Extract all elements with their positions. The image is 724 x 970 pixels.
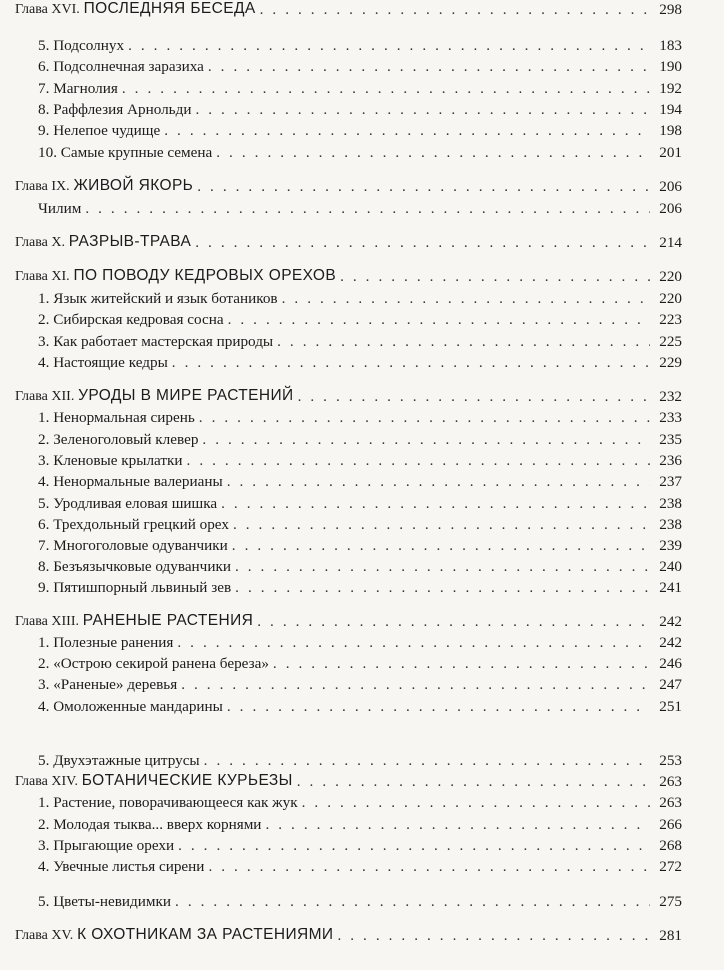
chapter-title: РАНЕНЫЕ РАСТЕНИЯ xyxy=(82,612,254,629)
toc-entry xyxy=(0,633,724,653)
dot-leader xyxy=(337,926,650,946)
chapter-heading xyxy=(15,386,294,407)
toc-chapter xyxy=(0,387,724,407)
dot-leader xyxy=(177,633,650,653)
toc-entry xyxy=(0,494,724,514)
chapter-label: Глава X. xyxy=(15,235,65,250)
dot-leader xyxy=(128,36,650,56)
chapter-heading xyxy=(15,0,256,20)
entry-title: 2. «Острою секирой ранена береза» xyxy=(38,655,269,672)
toc-entry xyxy=(0,430,724,450)
page-number: 238 xyxy=(659,495,682,512)
dot-leader xyxy=(208,857,650,877)
page-number: 233 xyxy=(659,409,682,426)
entry-title: 5. Цветы-невидимки xyxy=(38,893,172,910)
toc-chapter xyxy=(0,926,724,946)
toc-entry xyxy=(0,751,724,771)
page-number: 214 xyxy=(659,234,682,251)
chapter-heading xyxy=(15,925,333,946)
page-number: 281 xyxy=(659,927,682,944)
toc-entry xyxy=(0,793,724,813)
toc-chapter xyxy=(0,177,724,197)
page-number: 268 xyxy=(659,837,682,854)
chapter-label: Глава IX. xyxy=(15,179,70,194)
dot-leader xyxy=(257,612,650,632)
page-number: 229 xyxy=(659,354,682,371)
chapter-title: БОТАНИЧЕСКИЕ КУРЬЕЗЫ xyxy=(81,772,293,789)
page-number: 237 xyxy=(659,473,682,490)
dot-leader xyxy=(297,772,650,792)
page-number: 225 xyxy=(659,333,682,350)
toc-entry xyxy=(0,557,724,577)
toc-entry xyxy=(0,143,724,163)
dot-leader xyxy=(187,451,650,471)
entry-title: Чилим xyxy=(38,200,82,217)
toc-entry xyxy=(0,654,724,674)
dot-leader xyxy=(228,310,650,330)
page-number: 240 xyxy=(659,558,682,575)
entry-title: 4. Увечные листья сирени xyxy=(38,858,205,875)
entry-title: 5. Уродливая еловая шишка xyxy=(38,495,218,512)
dot-leader xyxy=(181,675,650,695)
page-number: 298 xyxy=(659,1,682,18)
chapter-title: К ОХОТНИКАМ ЗА РАСТЕНИЯМИ xyxy=(77,926,334,943)
entry-title: 5. Подсолнух xyxy=(38,37,125,54)
dot-leader xyxy=(202,430,650,450)
dot-leader xyxy=(302,793,650,813)
page-number: 220 xyxy=(659,268,682,285)
toc-entry xyxy=(0,353,724,373)
toc-entry xyxy=(0,332,724,352)
page-number: 220 xyxy=(659,290,682,307)
chapter-label: Глава XI. xyxy=(15,269,70,284)
toc-entry xyxy=(0,408,724,428)
dot-leader xyxy=(85,199,650,219)
chapter-label: Глава XIV. xyxy=(15,774,78,789)
dot-leader xyxy=(216,143,650,163)
toc-entry xyxy=(0,310,724,330)
page-number: 239 xyxy=(659,537,682,554)
entry-title: 10. Самые крупные семена xyxy=(38,144,213,161)
chapter-title: ЖИВОЙ ЯКОРЬ xyxy=(73,177,194,194)
dot-leader xyxy=(195,233,650,253)
page-number: 238 xyxy=(659,516,682,533)
page-number: 242 xyxy=(659,613,682,630)
page-number: 253 xyxy=(659,752,682,769)
dot-leader xyxy=(265,815,650,835)
entry-title: 6. Трехдольный грецкий орех xyxy=(38,516,229,533)
toc-chapter xyxy=(0,233,724,253)
dot-leader xyxy=(221,494,650,514)
entry-title: 2. Молодая тыква... вверх корнями xyxy=(38,816,262,833)
page-number: 235 xyxy=(659,431,682,448)
toc-chapter xyxy=(0,772,724,792)
page-number: 266 xyxy=(659,816,682,833)
dot-leader xyxy=(277,332,650,352)
page-number: 201 xyxy=(659,144,682,161)
chapter-label: Глава XVI. xyxy=(15,2,80,17)
entry-title: 3. Как работает мастерская природы xyxy=(38,333,274,350)
chapter-title: РАЗРЫВ-ТРАВА xyxy=(68,233,192,250)
page-number: 236 xyxy=(659,452,682,469)
entry-title: 9. Пятишпорный львиный зев xyxy=(38,579,232,596)
page-number: 183 xyxy=(659,37,682,54)
toc-entry xyxy=(0,289,724,309)
chapter-heading xyxy=(15,611,253,632)
dot-leader xyxy=(195,100,650,120)
toc-entry xyxy=(0,578,724,598)
entry-title: 1. Ненормальная сирень xyxy=(38,409,195,426)
entry-title: 1. Язык житейский и язык ботаников xyxy=(38,290,278,307)
entry-title: 5. Двухэтажные цитрусы xyxy=(38,752,200,769)
entry-title: 3. Прыгающие орехи xyxy=(38,837,175,854)
toc-entry xyxy=(0,199,724,219)
chapter-title: УРОДЫ В МИРЕ РАСТЕНИЙ xyxy=(78,387,294,404)
toc-entry xyxy=(0,451,724,471)
toc-entry xyxy=(0,536,724,556)
toc-entry xyxy=(0,515,724,535)
page-number: 275 xyxy=(659,893,682,910)
dot-leader xyxy=(298,387,650,407)
dot-leader xyxy=(208,57,650,77)
page-number: 247 xyxy=(659,676,682,693)
toc-entry xyxy=(0,100,724,120)
toc-chapter xyxy=(0,612,724,632)
chapter-label: Глава XII. xyxy=(15,389,75,404)
entry-title: 4. Ненормальные валерианы xyxy=(38,473,223,490)
dot-leader xyxy=(175,892,650,912)
page-number: 246 xyxy=(659,655,682,672)
dot-leader xyxy=(235,557,650,577)
page-number: 242 xyxy=(659,634,682,651)
entry-title: 4. Омоложенные мандарины xyxy=(38,698,223,715)
entry-title: 8. Раффлезия Арнольди xyxy=(38,101,192,118)
page-number: 192 xyxy=(659,80,682,97)
toc-entry xyxy=(0,857,724,877)
page-number: 251 xyxy=(659,698,682,715)
dot-leader xyxy=(178,836,650,856)
entry-title: 3. «Раненые» деревья xyxy=(38,676,178,693)
page-number: 194 xyxy=(659,101,682,118)
chapter-heading xyxy=(15,232,191,253)
chapter-heading xyxy=(15,266,336,287)
entry-title: 7. Многоголовые одуванчики xyxy=(38,537,228,554)
toc-entry xyxy=(0,79,724,99)
toc-entry xyxy=(0,57,724,77)
toc-entry xyxy=(0,36,724,56)
page-number: 263 xyxy=(659,794,682,811)
toc-entry xyxy=(0,815,724,835)
page-number: 206 xyxy=(659,178,682,195)
toc-entry xyxy=(0,472,724,492)
dot-leader xyxy=(282,289,650,309)
dot-leader xyxy=(260,0,650,20)
page-number: 272 xyxy=(659,858,682,875)
chapter-heading xyxy=(15,771,293,792)
toc-entry xyxy=(0,697,724,717)
toc-entry xyxy=(0,892,724,912)
entry-title: 7. Магнолия xyxy=(38,80,118,97)
dot-leader xyxy=(340,267,650,287)
dot-leader xyxy=(164,121,650,141)
entry-title: 2. Зеленоголовый клевер xyxy=(38,431,199,448)
toc-chapter xyxy=(0,267,724,287)
entry-title: 6. Подсолнечная заразиха xyxy=(38,58,204,75)
dot-leader xyxy=(227,697,650,717)
page-number: 198 xyxy=(659,122,682,139)
dot-leader xyxy=(235,578,650,598)
chapter-label: Глава XIII. xyxy=(15,614,79,629)
chapter-title: ПО ПОВОДУ КЕДРОВЫХ ОРЕХОВ xyxy=(73,267,337,284)
entry-title: 9. Нелепое чудище xyxy=(38,122,161,139)
toc-entry xyxy=(0,675,724,695)
toc-entry xyxy=(0,836,724,856)
page-number: 206 xyxy=(659,200,682,217)
dot-leader xyxy=(227,472,650,492)
entry-title: 2. Сибирская кедровая сосна xyxy=(38,311,224,328)
page-number: 263 xyxy=(659,773,682,790)
dot-leader xyxy=(204,751,650,771)
entry-title: 8. Безъязычковые одуванчики xyxy=(38,558,231,575)
page-number: 232 xyxy=(659,388,682,405)
dot-leader xyxy=(199,408,650,428)
dot-leader xyxy=(233,515,650,535)
dot-leader xyxy=(172,353,650,373)
dot-leader xyxy=(232,536,650,556)
dot-leader xyxy=(273,654,650,674)
entry-title: 4. Настоящие кедры xyxy=(38,354,168,371)
entry-title: 3. Кленовые крылатки xyxy=(38,452,183,469)
chapter-label: Глава XV. xyxy=(15,928,74,943)
page-number: 223 xyxy=(659,311,682,328)
page-number: 190 xyxy=(659,58,682,75)
dot-leader xyxy=(122,79,650,99)
toc-entry xyxy=(0,121,724,141)
chapter-title: ПОСЛЕДНЯЯ БЕСЕДА xyxy=(83,0,256,17)
entry-title: 1. Полезные ранения xyxy=(38,634,174,651)
chapter-heading xyxy=(15,176,193,197)
dot-leader xyxy=(197,177,650,197)
toc-chapter xyxy=(0,0,724,20)
entry-title: 1. Растение, поворачивающееся как жук xyxy=(38,794,298,811)
page-number: 241 xyxy=(659,579,682,596)
